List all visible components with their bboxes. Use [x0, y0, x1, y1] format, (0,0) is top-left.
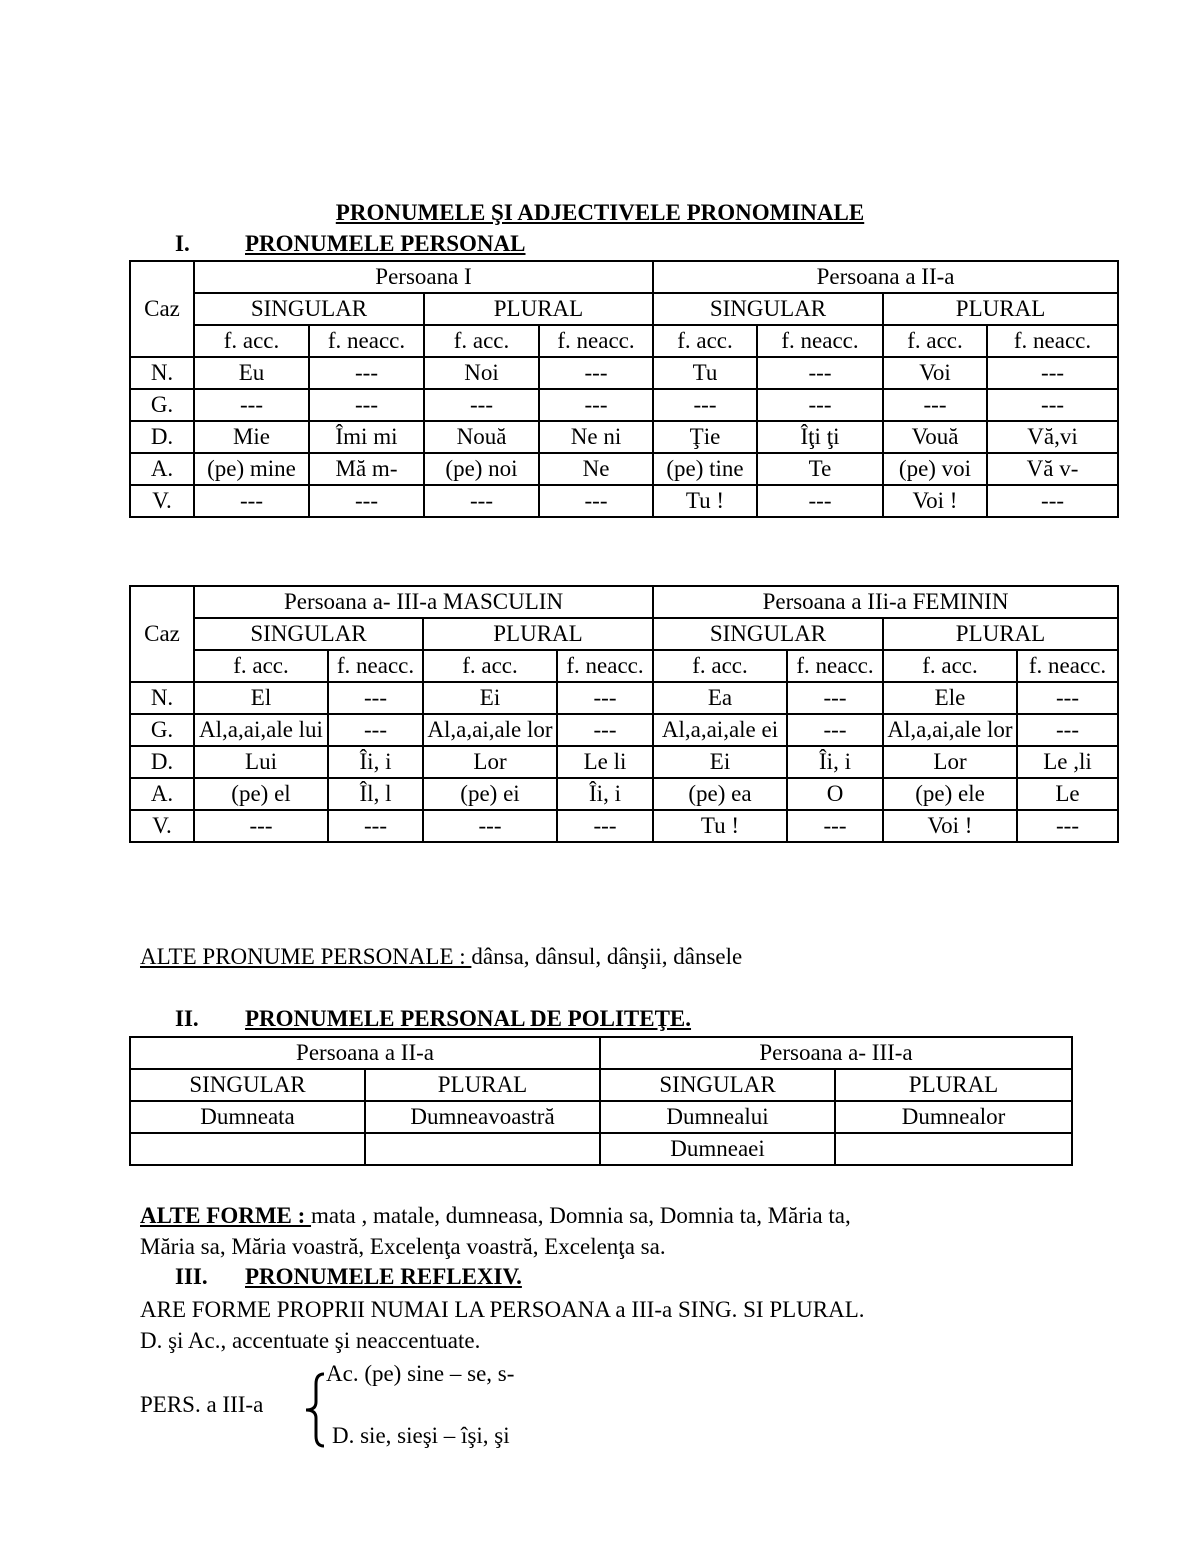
table-cell: El — [194, 682, 328, 714]
person-3-feminine-header: Persoana a IIi-a FEMININ — [653, 586, 1118, 618]
table-cell: --- — [557, 714, 653, 746]
table-cell: --- — [194, 389, 309, 421]
case-label: G. — [130, 714, 194, 746]
table-cell: --- — [987, 485, 1118, 517]
table-cell: --- — [424, 389, 539, 421]
table-row — [130, 389, 1118, 421]
table-cell: Le ,li — [1017, 746, 1118, 778]
table-cell: Vă,vi — [987, 421, 1118, 453]
table-row — [130, 810, 1118, 842]
table-cell: Ea — [653, 682, 787, 714]
table-cell: Îmi mi — [309, 421, 424, 453]
table-cell: (pe) ei — [423, 778, 557, 810]
table-cell: Dumnealor — [835, 1101, 1072, 1133]
case-label: A. — [130, 778, 194, 810]
table-cell: Dumneavoastră — [365, 1101, 600, 1133]
case-label: V. — [130, 810, 194, 842]
table-cell: --- — [424, 485, 539, 517]
table-cell: Dumneaei — [600, 1133, 835, 1165]
table-cell: --- — [539, 389, 653, 421]
form-unaccented-header: f. neacc. — [557, 650, 653, 682]
table-row — [130, 682, 1118, 714]
person-3-masculine-header: Persoana a- III-a MASCULIN — [194, 586, 653, 618]
person-2-header: Persoana a II-a — [653, 261, 1118, 293]
case-label: V. — [130, 485, 194, 517]
table-cell: Ele — [883, 682, 1017, 714]
table-cell: Al,a,ai,ale lui — [194, 714, 328, 746]
table-cell: --- — [539, 357, 653, 389]
form-unaccented-header: f. neacc. — [328, 650, 423, 682]
other-forms-line-2: Măria sa, Măria voastră, Excelenţa voastră, Excelenţa sa. — [140, 1234, 666, 1259]
section-number: I. — [175, 231, 190, 256]
table-row — [130, 453, 1118, 485]
table-cell: Ei — [653, 746, 787, 778]
table-cell: --- — [653, 389, 757, 421]
other-pronouns-label: ALTE PRONUME PERSONALE : — [140, 944, 472, 969]
table-cell: --- — [987, 357, 1118, 389]
table-cell — [365, 1133, 600, 1165]
reflexive-dative: D. sie, sieşi – îşi, şi — [332, 1423, 510, 1448]
other-pronouns-text: dânsa, dânsul, dânşii, dânsele — [471, 944, 743, 969]
plural-header: PLURAL — [883, 293, 1118, 325]
case-label: N. — [130, 682, 194, 714]
form-unaccented-header: f. neacc. — [309, 325, 424, 357]
table-cell: Tu ! — [653, 810, 787, 842]
table-cell: --- — [987, 389, 1118, 421]
personal-pronoun-table-3 — [129, 585, 1119, 843]
case-label: N. — [130, 357, 194, 389]
table-cell: (pe) mine — [194, 453, 309, 485]
table-cell: --- — [757, 357, 883, 389]
case-label: G. — [130, 389, 194, 421]
table-cell: Lor — [883, 746, 1017, 778]
table-cell: --- — [328, 714, 423, 746]
form-unaccented-header: f. neacc. — [787, 650, 883, 682]
singular-header: SINGULAR — [130, 1069, 365, 1101]
table-cell: Îl, l — [328, 778, 423, 810]
other-forms-text-1: mata , matale, dumneasa, Domnia sa, Domnia ta, Măria ta, — [311, 1203, 851, 1228]
form-accented-header: f. acc. — [194, 650, 328, 682]
table-cell: --- — [194, 485, 309, 517]
table-cell — [130, 1133, 365, 1165]
table-cell: Tu — [653, 357, 757, 389]
form-accented-header: f. acc. — [883, 650, 1017, 682]
table-row — [130, 1101, 1072, 1133]
person-3-header: Persoana a- III-a — [600, 1037, 1072, 1069]
table-cell: --- — [309, 389, 424, 421]
table-cell: --- — [1017, 810, 1118, 842]
table-cell: Mă m- — [309, 453, 424, 485]
table-cell: Le li — [557, 746, 653, 778]
table-cell: --- — [328, 682, 423, 714]
table-cell: Ne — [539, 453, 653, 485]
form-accented-header: f. acc. — [194, 325, 309, 357]
table-cell: Voi ! — [883, 810, 1017, 842]
table-cell: Al,a,ai,ale lor — [883, 714, 1017, 746]
table-cell: (pe) ele — [883, 778, 1017, 810]
table-cell: --- — [757, 389, 883, 421]
table-cell: O — [787, 778, 883, 810]
table-row — [130, 714, 1118, 746]
singular-header: SINGULAR — [653, 293, 883, 325]
table-cell: --- — [557, 682, 653, 714]
case-label: D. — [130, 746, 194, 778]
form-unaccented-header: f. neacc. — [987, 325, 1118, 357]
reflexive-accusative: Ac. (pe) sine – se, s- — [326, 1361, 515, 1386]
table-cell: --- — [757, 485, 883, 517]
plural-header: PLURAL — [424, 293, 653, 325]
form-accented-header: f. acc. — [883, 325, 987, 357]
curly-brace-icon — [296, 1370, 330, 1450]
table-cell: --- — [787, 714, 883, 746]
other-forms-line-1 — [140, 1201, 851, 1231]
table-cell: Te — [757, 453, 883, 485]
singular-header: SINGULAR — [194, 618, 423, 650]
table-cell: (pe) voi — [883, 453, 987, 485]
table-row — [130, 778, 1118, 810]
case-label: D. — [130, 421, 194, 453]
form-accented-header: f. acc. — [653, 650, 787, 682]
form-accented-header: f. acc. — [424, 325, 539, 357]
other-personal-pronouns — [140, 942, 742, 972]
table-cell: Voi — [883, 357, 987, 389]
section-number: II. — [175, 1006, 199, 1031]
table-cell: Dumneata — [130, 1101, 365, 1133]
form-unaccented-header: f. neacc. — [757, 325, 883, 357]
form-accented-header: f. acc. — [653, 325, 757, 357]
plural-header: PLURAL — [835, 1069, 1072, 1101]
table-cell: Noi — [424, 357, 539, 389]
table-row — [130, 485, 1118, 517]
table-cell: --- — [309, 485, 424, 517]
page-title: PRONUMELE ŞI ADJECTIVELE PRONOMINALE — [335, 200, 865, 225]
other-forms-label: ALTE FORME : — [140, 1203, 312, 1228]
table-cell: Nouă — [424, 421, 539, 453]
table-row — [130, 746, 1118, 778]
section-heading-3 — [175, 1264, 522, 1290]
table-row — [130, 357, 1118, 389]
table-cell: --- — [194, 810, 328, 842]
singular-header: SINGULAR — [653, 618, 883, 650]
table-cell: --- — [1017, 714, 1118, 746]
table-cell: --- — [309, 357, 424, 389]
table-cell: Mie — [194, 421, 309, 453]
reflexive-line-1: ARE FORME PROPRII NUMAI LA PERSOANA a III-a SING. SI PLURAL. — [140, 1297, 865, 1322]
person-2-header: Persoana a II-a — [130, 1037, 600, 1069]
form-unaccented-header: f. neacc. — [1017, 650, 1118, 682]
table-cell: (pe) tine — [653, 453, 757, 485]
plural-header: PLURAL — [883, 618, 1118, 650]
table-cell: --- — [557, 810, 653, 842]
reflexive-line-2: D. şi Ac., accentuate şi neaccentuate. — [140, 1328, 481, 1353]
form-accented-header: f. acc. — [423, 650, 557, 682]
section-heading-1 — [175, 231, 526, 257]
table-cell: Lor — [423, 746, 557, 778]
table-cell: Eu — [194, 357, 309, 389]
table-cell: --- — [1017, 682, 1118, 714]
table-cell: Al,a,ai,ale lor — [423, 714, 557, 746]
table-cell: Tu ! — [653, 485, 757, 517]
table-cell: --- — [328, 810, 423, 842]
singular-header: SINGULAR — [194, 293, 424, 325]
table-cell: (pe) el — [194, 778, 328, 810]
table-cell: --- — [539, 485, 653, 517]
table-cell: Îi, i — [328, 746, 423, 778]
plural-header: PLURAL — [365, 1069, 600, 1101]
table-cell: --- — [883, 389, 987, 421]
table-cell: --- — [787, 810, 883, 842]
table-cell: Îi, i — [787, 746, 883, 778]
section-label: PRONUMELE REFLEXIV. — [245, 1264, 522, 1289]
table-cell: --- — [423, 810, 557, 842]
politeness-pronoun-table — [129, 1036, 1073, 1166]
table-cell — [835, 1133, 1072, 1165]
plural-header: PLURAL — [423, 618, 653, 650]
person-1-header: Persoana I — [194, 261, 653, 293]
table-cell: Al,a,ai,ale ei — [653, 714, 787, 746]
section-label: PRONUMELE PERSONAL DE POLITEŢE. — [245, 1006, 692, 1031]
section-label: PRONUMELE PERSONAL — [245, 231, 526, 256]
table-cell: (pe) noi — [424, 453, 539, 485]
table-cell: Vă v- — [987, 453, 1118, 485]
table-cell: Vouă — [883, 421, 987, 453]
table-cell: Îţi ţi — [757, 421, 883, 453]
section-number: III. — [175, 1264, 208, 1289]
table-cell: Le — [1017, 778, 1118, 810]
table-cell: Îi, i — [557, 778, 653, 810]
case-header: Caz — [130, 261, 194, 357]
case-header: Caz — [130, 586, 194, 682]
reflexive-person-label: PERS. a III-a — [140, 1392, 264, 1417]
table-cell: Dumnealui — [600, 1101, 835, 1133]
section-heading-2 — [175, 1006, 691, 1032]
table-row — [130, 1133, 1072, 1165]
table-cell: Ei — [423, 682, 557, 714]
table-cell: (pe) ea — [653, 778, 787, 810]
table-cell: Ţie — [653, 421, 757, 453]
table-row — [130, 421, 1118, 453]
table-cell: Ne ni — [539, 421, 653, 453]
form-unaccented-header: f. neacc. — [539, 325, 653, 357]
case-label: A. — [130, 453, 194, 485]
table-cell: Lui — [194, 746, 328, 778]
personal-pronoun-table-1-2 — [129, 260, 1119, 518]
table-cell: --- — [787, 682, 883, 714]
table-cell: Voi ! — [883, 485, 987, 517]
singular-header: SINGULAR — [600, 1069, 835, 1101]
